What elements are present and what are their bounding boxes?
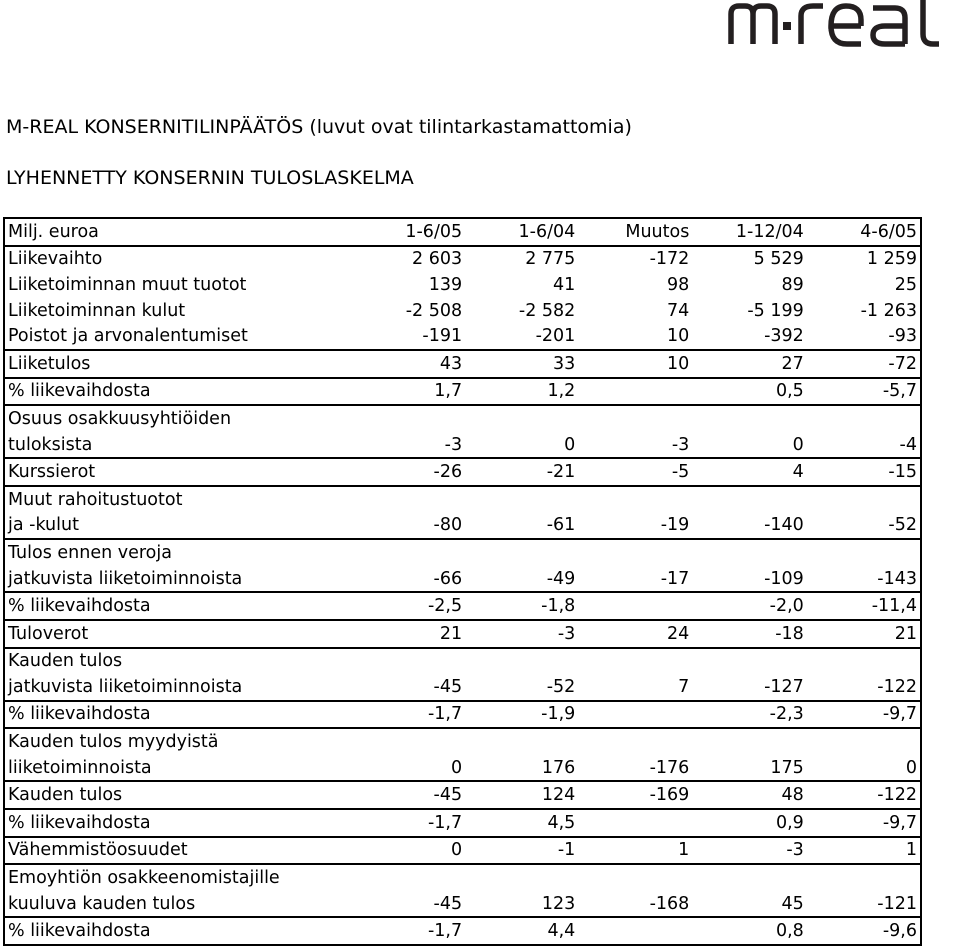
header-col: Muutos [625,221,690,242]
row-label: Kurssierot [4,458,352,486]
table-row [4,486,921,513]
row-label: Liiketoiminnan kulut [8,300,186,321]
row-value: -49 [546,568,576,589]
table-header-row [4,218,921,246]
row-value [807,539,921,566]
row-value: 10 [667,326,690,347]
row-value: -2 582 [518,300,576,321]
row-value [807,728,921,755]
row-label: Poistot ja arvonalentumiset [8,326,248,347]
row-value: -3 [692,837,806,865]
table-row [4,781,921,809]
row-value: -1 [465,837,578,865]
row-value: -3 [465,620,578,648]
table-row [4,620,921,648]
table-row [4,728,921,755]
row-value: -1,8 [465,592,578,620]
row-value: -143 [877,568,917,589]
row-label: tuloksista [8,434,93,455]
row-value: 0 [792,434,804,455]
row-value [465,539,578,566]
row-label: Kauden tulos myydyistä [4,728,352,755]
row-value: -26 [352,458,465,486]
row-value: -5 [578,458,692,486]
row-value: 24 [578,620,692,648]
row-value: -191 [422,326,463,347]
row-label: liiketoiminnoista [8,757,152,778]
row-value [352,539,465,566]
row-value: -52 [888,515,917,536]
row-value: 0,8 [692,917,806,945]
row-label: ja -kulut [8,515,79,536]
table-row [4,837,921,865]
row-value: -45 [352,781,465,809]
row-value: 0,9 [692,809,806,837]
table-row [4,648,921,675]
table-row [4,323,921,350]
row-value: -61 [546,515,576,536]
row-value: 0 [564,434,576,455]
row-value: 0 [352,837,465,865]
row-label: jatkuvista liiketoiminnoista [8,568,243,589]
row-label: Tuloverot [4,620,352,648]
row-value [578,405,692,432]
table-row [4,350,921,378]
row-value: -5 199 [747,300,804,321]
row-value [807,486,921,513]
table-row [4,701,921,729]
row-value [352,405,465,432]
row-value: 0 [905,757,917,778]
row-value: 27 [692,350,806,378]
row-value: 45 [781,893,804,914]
row-value: -176 [649,757,690,778]
logo-text: m·real [727,0,731,1]
row-value: -1,7 [352,917,465,945]
row-value: 4,4 [465,917,578,945]
row-value: -3 [444,434,463,455]
row-value: 176 [541,757,576,778]
row-value: -9,7 [807,701,921,729]
row-value: 123 [541,893,576,914]
row-value: 33 [465,350,578,378]
row-value [465,864,578,891]
row-value [692,486,806,513]
row-label: % liikevaihdosta [4,378,352,406]
row-value: 89 [781,274,804,295]
table-row [4,864,921,891]
table-row [4,755,921,782]
table-row [4,674,921,701]
row-value: 0,5 [692,378,806,406]
row-value: -17 [660,568,690,589]
table-row [4,566,921,593]
row-value: -93 [888,326,917,347]
row-label: Liiketoiminnan muut tuotot [8,274,247,295]
row-label: Tulos ennen veroja [4,539,352,566]
row-value [465,728,578,755]
table-row [4,378,921,406]
row-value: -9,7 [807,809,921,837]
row-value: -201 [535,326,576,347]
row-value: -21 [465,458,578,486]
table-row [4,272,921,298]
row-value [578,592,692,620]
row-value [578,701,692,729]
table-row [4,809,921,837]
row-label: % liikevaihdosta [4,701,352,729]
row-value: -45 [433,893,463,914]
row-label: Liiketulos [4,350,352,378]
table-row [4,917,921,945]
row-value: -11,4 [807,592,921,620]
row-value: 1 259 [807,246,921,273]
income-statement-table [3,217,922,946]
row-label: Vähemmistöosuudet [4,837,352,865]
row-value [807,864,921,891]
row-value: -3 [671,434,690,455]
row-value [692,648,806,675]
report-subtitle: LYHENNETTY KONSERNIN TULOSLASKELMA [6,167,414,189]
table-row [4,246,921,273]
row-value: 4 [692,458,806,486]
row-value: 2 603 [352,246,465,273]
row-value [578,864,692,891]
table-row [4,405,921,432]
row-value: 25 [894,274,917,295]
row-value: 1,7 [352,378,465,406]
row-value: -2 508 [405,300,463,321]
row-value: -5,7 [807,378,921,406]
row-value: -4 [899,434,917,455]
row-value: -122 [807,781,921,809]
row-value: -168 [649,893,690,914]
row-label: Osuus osakkuusyhtiöiden [4,405,352,432]
row-value [352,486,465,513]
row-value: -2,3 [692,701,806,729]
row-value [578,539,692,566]
row-value: -140 [764,515,804,536]
row-value: -1,7 [352,701,465,729]
row-value: 1 [578,837,692,865]
row-label: Kauden tulos [4,781,352,809]
row-value: -109 [764,568,804,589]
row-value [465,648,578,675]
header-label: Milj. euroa [8,221,99,242]
row-value: -169 [578,781,692,809]
row-label: Liikevaihto [4,246,352,273]
row-value: 74 [667,300,690,321]
row-value: 98 [667,274,690,295]
row-value [578,486,692,513]
row-value: 0 [450,757,463,778]
row-label: Emoyhtiön osakkeenomistajille [4,864,352,891]
row-value: -1 263 [860,300,917,321]
row-value: -392 [764,326,804,347]
row-value: 2 775 [465,246,578,273]
row-label: % liikevaihdosta [4,592,352,620]
table-row [4,298,921,324]
header-col: 1-6/05 [405,221,463,242]
row-value: 41 [553,274,576,295]
row-value [578,728,692,755]
row-value [465,486,578,513]
row-value: -19 [660,515,690,536]
row-value: -80 [433,515,463,536]
row-label: Muut rahoitustuotot [4,486,352,513]
row-value: -121 [877,893,917,914]
row-value: 4,5 [465,809,578,837]
row-value [807,648,921,675]
row-value: -2,0 [692,592,806,620]
row-value: -9,6 [807,917,921,945]
table-row [4,432,921,459]
row-value: -18 [692,620,806,648]
row-value: 21 [807,620,921,648]
m-real-logo [727,0,955,48]
row-value [578,809,692,837]
row-value [465,405,578,432]
row-value [692,864,806,891]
table-row [4,458,921,486]
table-row [4,539,921,566]
row-value: 1,2 [465,378,578,406]
row-value: 10 [578,350,692,378]
row-value [578,378,692,406]
table-body [4,246,921,945]
row-value: -45 [433,676,463,697]
row-label: Kauden tulos [4,648,352,675]
row-value: 139 [428,274,463,295]
table-row [4,513,921,540]
row-label: % liikevaihdosta [4,917,352,945]
row-value [352,864,465,891]
row-label: % liikevaihdosta [4,809,352,837]
row-value: -122 [877,676,917,697]
header-col: 1-6/04 [518,221,576,242]
row-value: -127 [764,676,804,697]
row-value [692,728,806,755]
report-title: M-REAL KONSERNITILINPÄÄTÖS (luvut ovat tilintarkastamattomia) [6,116,632,138]
row-value [692,405,806,432]
row-value: 21 [352,620,465,648]
row-value: 7 [678,676,690,697]
row-label: kuuluva kauden tulos [8,893,196,914]
row-value: -72 [807,350,921,378]
row-value: 48 [692,781,806,809]
row-value: -1,7 [352,809,465,837]
header-col: 4-6/05 [860,221,917,242]
row-value [352,728,465,755]
row-value: 43 [352,350,465,378]
row-value: -15 [807,458,921,486]
row-value: 5 529 [692,246,806,273]
row-value [692,539,806,566]
row-value: 175 [770,757,804,778]
row-value: -172 [578,246,692,273]
row-value: 1 [807,837,921,865]
row-value: 124 [465,781,578,809]
header-col: 1-12/04 [735,221,804,242]
row-value: -52 [546,676,576,697]
row-label: jatkuvista liiketoiminnoista [8,676,243,697]
row-value [807,405,921,432]
row-value: -66 [433,568,463,589]
row-value [578,648,692,675]
row-value [352,648,465,675]
table-row [4,891,921,918]
row-value [578,917,692,945]
row-value: -1,9 [465,701,578,729]
table-row [4,592,921,620]
row-value: -2,5 [352,592,465,620]
